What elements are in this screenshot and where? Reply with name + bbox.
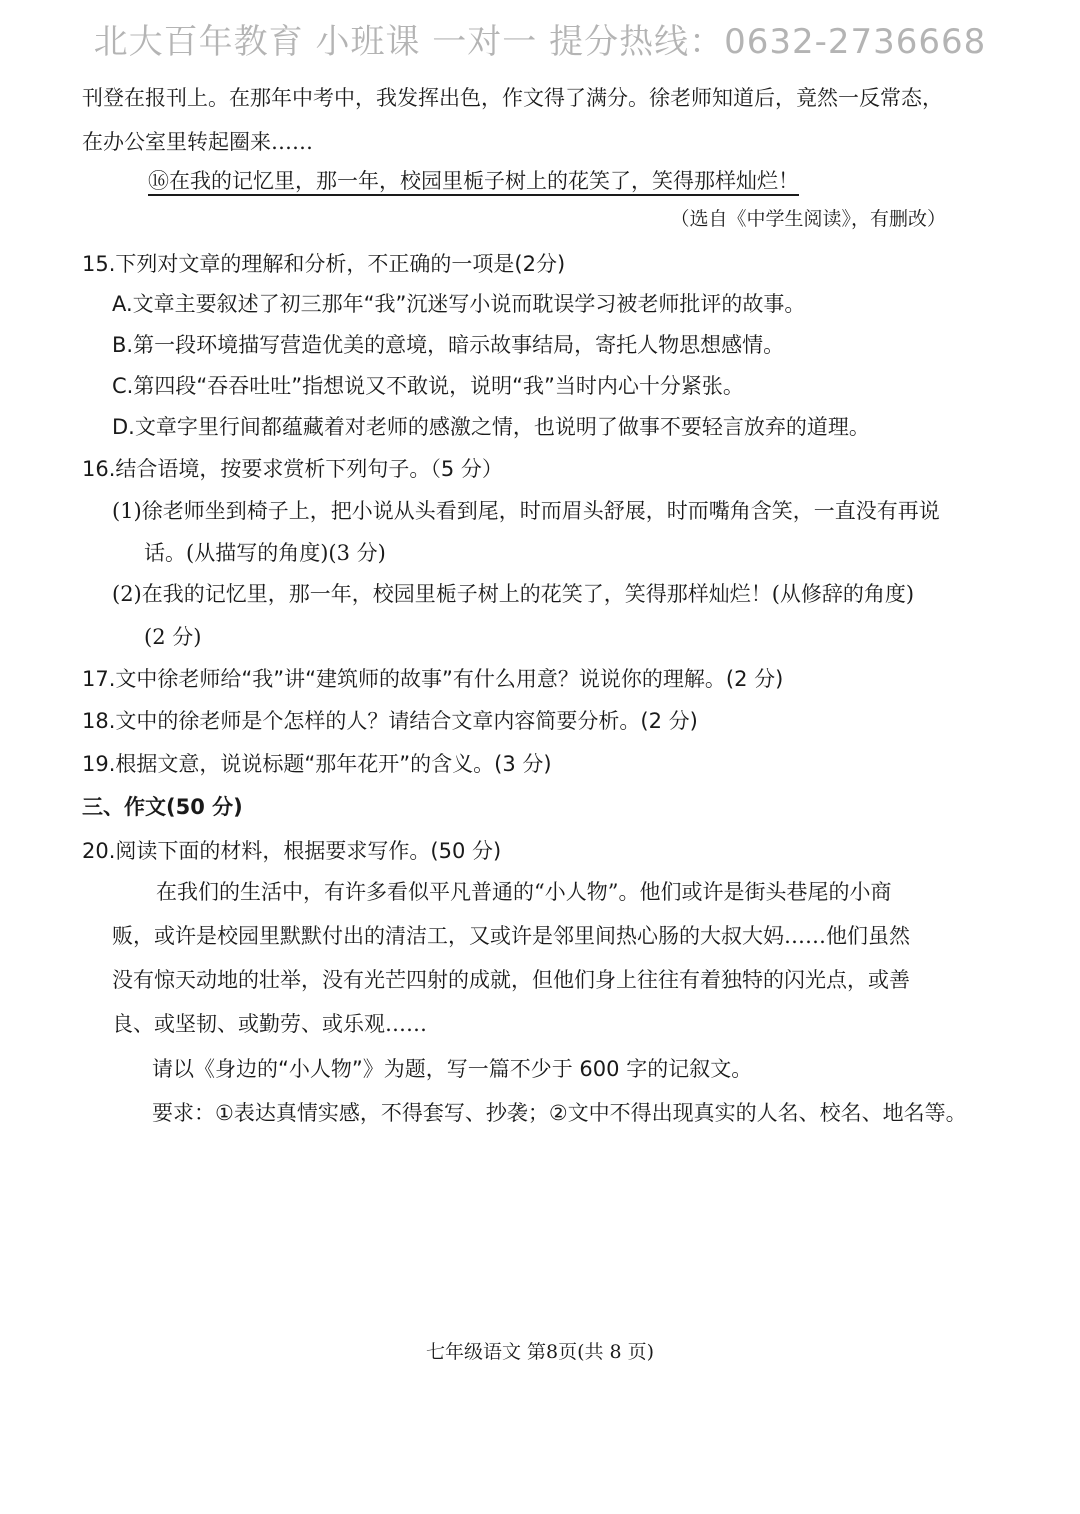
question-15-option-d: D.文章字里行间都蕴藏着对老师的感激之情，也说明了做事不要轻言放弃的道理。 [112, 415, 870, 439]
question-16-sub2-line2: (2 分) [144, 625, 202, 649]
passage-paragraph-16: ⑯在我的记忆里，那一年，校园里栀子树上的花笑了，笑得那样灿烂！ [148, 169, 799, 193]
question-20-task: 请以《身边的“小人物”》为题，写一篇不少于 600 字的记叙文。 [152, 1057, 753, 1081]
passage-line-1: 刊登在报刊上。在那年中考中，我发挥出色，作文得了满分。徐老师知道后，竟然一反常态， [82, 86, 943, 110]
question-15-stem: 15.下列对文章的理解和分析，不正确的一项是(2分) [82, 252, 566, 276]
question-20-material-line4: 良、或坚韧、或勤劳、或乐观…… [112, 1012, 427, 1036]
question-16-stem: 16.结合语境，按要求赏析下列句子。（5 分） [82, 457, 503, 481]
question-20-material-line3: 没有惊天动地的壮举，没有光芒四射的成就，但他们身上往往有着独特的闪光点，或善 [112, 968, 910, 992]
question-15-option-a: A.文章主要叙述了初三那年“我”沉迷写小说而耽误学习被老师批评的故事。 [112, 292, 806, 316]
question-16-sub1-line2: 话。(从描写的角度)(3 分) [144, 541, 386, 565]
question-19: 19.根据文意，说说标题“那年花开”的含义。(3 分) [82, 752, 552, 776]
watermark-header: 北大百年教育 小班课 一对一 提分热线：0632-2736668 [93, 22, 987, 62]
passage-line-2: 在办公室里转起圈来…… [82, 130, 313, 154]
question-17: 17.文中徐老师给“我”讲“建筑师的故事”有什么用意？说说你的理解。(2 分) [82, 667, 784, 691]
question-20-material-line1: 在我们的生活中，有许多看似平凡普通的“小人物”。他们或许是街头巷尾的小商 [156, 880, 892, 904]
question-15-option-c: C.第四段“吞吞吐吐”指想说又不敢说，说明“我”当时内心十分紧张。 [112, 374, 744, 398]
question-20-material-line2: 贩，或许是校园里默默付出的清洁工，又或许是邻里间热心肠的大叔大妈……他们虽然 [112, 924, 910, 948]
question-20-requirements: 要求：①表达真情实感，不得套写、抄袭；②文中不得出现真实的人名、校名、地名等。 [152, 1101, 967, 1125]
question-16-sub2-line1: (2)在我的记忆里，那一年，校园里栀子树上的花笑了，笑得那样灿烂！(从修辞的角度) [112, 582, 915, 606]
question-18: 18.文中的徐老师是个怎样的人？请结合文章内容简要分析。(2 分) [82, 709, 698, 733]
page-footer: 七年级语文 第8页(共 8 页) [425, 1341, 655, 1363]
question-20-stem: 20.阅读下面的材料，根据要求写作。(50 分) [82, 839, 502, 863]
source-note: （选自《中学生阅读》，有删改） [670, 208, 946, 230]
section-heading-composition: 三、作文(50 分) [82, 795, 243, 819]
question-15-option-b: B.第一段环境描写营造优美的意境，暗示故事结局，寄托人物思想感情。 [112, 333, 785, 357]
question-16-sub1-line1: (1)徐老师坐到椅子上，把小说从头看到尾，时而眉头舒展，时而嘴角含笑，一直没有再说 [112, 499, 940, 523]
